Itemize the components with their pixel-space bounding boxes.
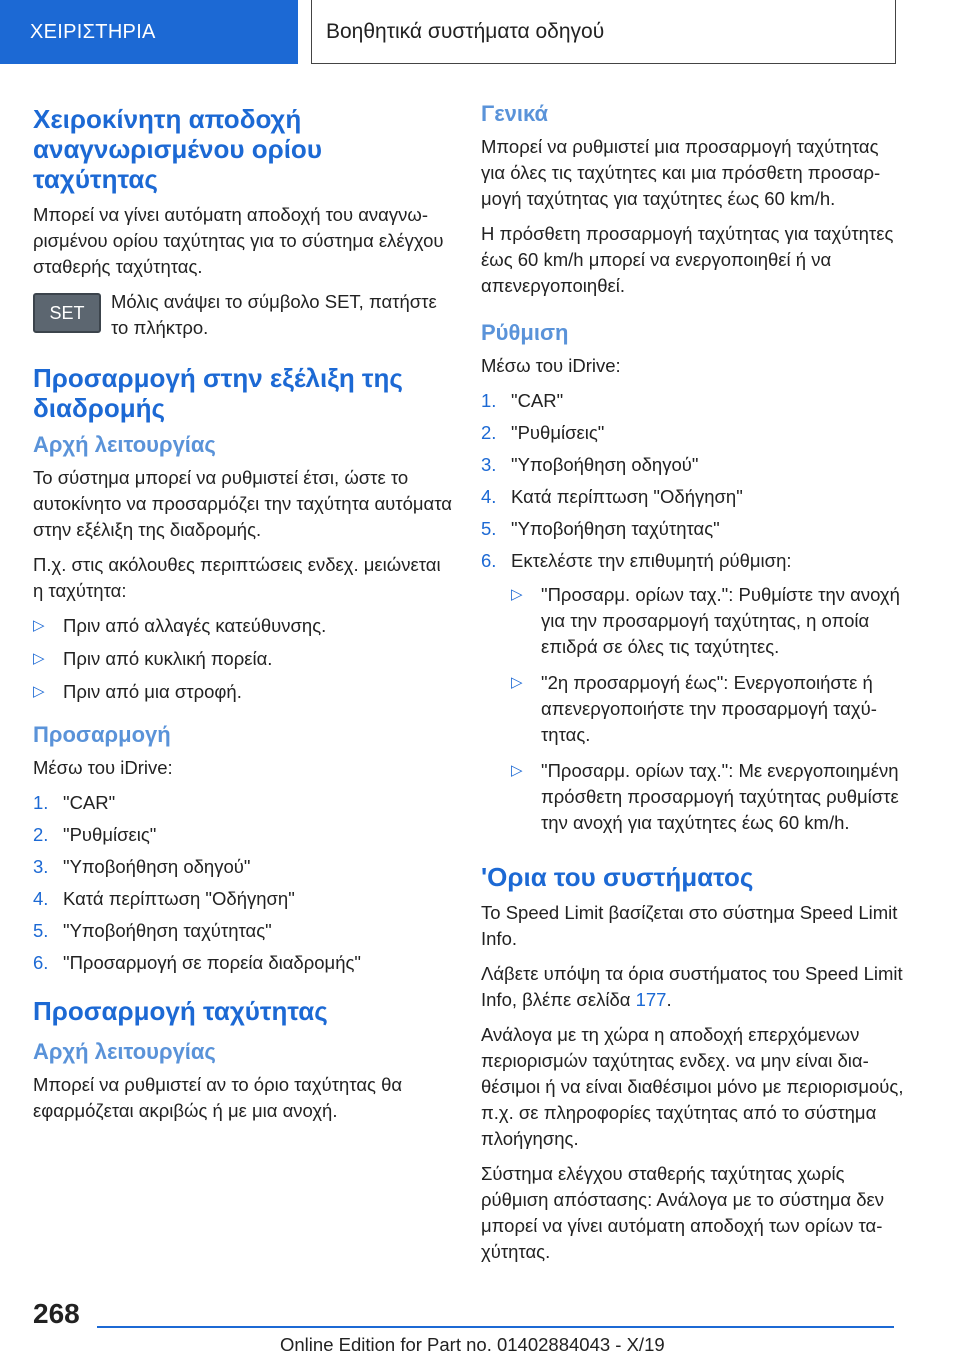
list-item-text: "Προσαρμ. ορίων ταχ.": Ρυθμίστε την ανοχή για την προσαρμογή ταχύτητας, η οποία επιδρά σε όλες τις ταχύτητες. [541,584,900,657]
step-text: Κατά περίπτωση "Οδήγηση" [511,486,743,507]
step-number: 5. [33,920,49,941]
page-reference-link[interactable]: 177 [635,989,667,1010]
limits-text-2-start: Λάβετε υπόψη τα όρια συστήματος του Speed Limit Info, βλέπε σελίδα [481,963,903,1010]
setting-via-text: Μέσω του iDrive: [481,355,621,376]
limits-text-2-end: . [666,989,672,1010]
limits-text-3: Ανάλογα με τη χώρα η αποδοχή επερχόμενων περιορισμών ταχύτητας ενδεχ. να μην είναι διαθέσιμοι ή να είναι διαθέσιμοι μόνο με περιορισμούς, π.χ. σε πληροφορίες ταχύτητας από το σύστημα πλοήγησης. [481,1024,904,1149]
step-number: 2. [33,824,49,845]
list-item [481,452,906,478]
list-item [481,420,906,446]
general-text-1: Μπορεί να ρυθμιστεί μια προσαρμογή ταχύτητας για όλες τις ταχύτητες και μια πρόσθετη προσαρμογή ταχύτητας για ταχύτητες έως 60 km/h. [481,136,881,209]
route-principle-heading: Αρχή λειτουργίας [33,432,216,457]
list-item [33,822,453,848]
step-number: 1. [481,390,497,411]
edition-note: Online Edition for Part no. 01402884043 - X/19 [280,1334,665,1355]
step-number: 5. [481,518,497,539]
list-item [481,484,906,510]
list-item-text: Πριν από κυκλική πορεία. [63,648,273,669]
manual-accept-heading: Χειροκίνητη αποδοχή αναγνωρισμένου ορίου ταχύτητας [33,104,322,194]
list-item [33,854,453,880]
manual-accept-text: Μπορεί να γίνει αυτόματη αποδοχή του αναγνωρισμένου ορίου ταχύτητας για το σύστημα ελέγχου σταθερής ταχύτητας. [33,204,444,277]
list-item [511,670,906,748]
list-item-text: "2η προσαρμογή έως": Ενεργοποιήστε ή απενεργοποιήστε την προσαρμογή ταχύτητας. [541,672,877,745]
triangle-bullet-icon: ▷ [511,586,523,603]
step-number: 3. [481,454,497,475]
list-item [33,613,453,639]
triangle-bullet-icon: ▷ [33,650,45,667]
triangle-bullet-icon: ▷ [33,617,45,634]
list-item [33,646,453,672]
step-text: "Υποβοήθηση οδηγού" [511,454,699,475]
step-text: Εκτελέστε την επιθυμητή ρύθμιση: [511,550,792,571]
step-number: 1. [33,792,49,813]
footer-divider [97,1326,894,1328]
step-text: "Υποβοήθηση οδηγού" [63,856,251,877]
triangle-bullet-icon: ▷ [511,762,523,779]
left-column [33,104,453,1133]
chapter-title: Βοηθητικά συστήματα οδηγού [311,0,896,64]
page-number: 268 [33,1298,80,1329]
list-item [33,790,453,816]
route-cases-list [33,613,453,705]
set-instruction-text: Μόλις ανάψει το σύμβολο SET, πατήστε το πλήκτρο. [111,291,437,338]
step-number: 2. [481,422,497,443]
step-text: "Προσαρμογή σε πορεία διαδρομής" [63,952,361,973]
list-item [511,582,906,660]
step-text: "Υποβοήθηση ταχύτητας" [511,518,720,539]
limits-text-1: Το Speed Limit βασίζεται στο σύστημα Speed Limit Info. [481,902,898,949]
step-text: "Ρυθμίσεις" [511,422,605,443]
setting-heading: Ρύθμιση [481,320,569,345]
set-button-icon: SET [33,293,101,333]
step-number: 6. [33,952,49,973]
list-item-text: Πριν από μια στροφή. [63,681,242,702]
section-tab: ΧΕΙΡΙΣΤΗΡΙΑ [0,0,298,64]
list-item [481,548,906,846]
list-item [33,679,453,705]
triangle-bullet-icon: ▷ [511,674,523,691]
list-item-text: "Προσαρμ. ορίων ταχ.": Με ενεργοποιημένη πρόσθετη προσαρμογή ταχύτητας ρυθμίστε την ανοχή για ταχύτητες έως 60 km/h. [541,760,899,833]
step-number: 4. [481,486,497,507]
step-text: "Υποβοήθηση ταχύτητας" [63,920,272,941]
list-item [481,388,906,414]
setting-steps-list [481,388,906,846]
speed-principle-heading: Αρχή λειτουργίας [33,1039,216,1064]
right-column [481,100,906,1274]
step-text: Κατά περίπτωση "Οδήγηση" [63,888,295,909]
triangle-bullet-icon: ▷ [33,683,45,700]
list-item [33,950,453,976]
limits-text-2 [481,961,906,1013]
list-item [33,918,453,944]
list-item [511,758,906,836]
set-instruction [33,289,453,341]
step-text: "Ρυθμίσεις" [63,824,157,845]
limits-text-4: Σύστημα ελέγχου σταθερής ταχύτητας χωρίς ρύθμιση απόστασης: Ανάλογα με το σύστημα δεν μπορεί να γίνει αυτόματη αποδοχή των ορίων ταχύτητας. [481,1163,884,1262]
step-number: 6. [481,550,497,571]
route-adjust-heading: Προσαρμογή [33,722,171,747]
general-heading: Γενικά [481,101,549,126]
step-text: "CAR" [511,390,564,411]
system-limits-heading: 'Ορια του συστήματος [481,862,754,892]
list-item [33,886,453,912]
route-principle-text: Το σύστημα μπορεί να ρυθμιστεί έτσι, ώστε το αυτοκίνητο να προσαρμόζει την ταχύτητα αυτόματα στην εξέλιξη της διαδρομής. [33,467,452,540]
route-adapt-heading: Προσαρμογή στην εξέλιξη της διαδρομής [33,363,403,423]
speed-adapt-heading: Προσαρμογή ταχύτητας [33,996,328,1026]
list-item [481,516,906,542]
route-steps-list [33,790,453,976]
setting-options-list [511,582,906,836]
step-number: 4. [33,888,49,909]
step-text: "CAR" [63,792,116,813]
route-principle-text-2: Π.χ. στις ακόλουθες περιπτώσεις ενδεχ. μειώνεται η ταχύτητα: [33,554,441,601]
speed-principle-text: Μπορεί να ρυθμιστεί αν το όριο ταχύτητας θα εφαρμόζεται ακριβώς ή με μια ανοχή. [33,1074,403,1121]
step-number: 3. [33,856,49,877]
general-text-2: Η πρόσθετη προσαρμογή ταχύτητας για ταχύτητες έως 60 km/h μπορεί να ενεργοποιηθεί ή να απενεργοποιηθεί. [481,223,894,296]
list-item-text: Πριν από αλλαγές κατεύθυνσης. [63,615,327,636]
route-via-text: Μέσω του iDrive: [33,757,173,778]
